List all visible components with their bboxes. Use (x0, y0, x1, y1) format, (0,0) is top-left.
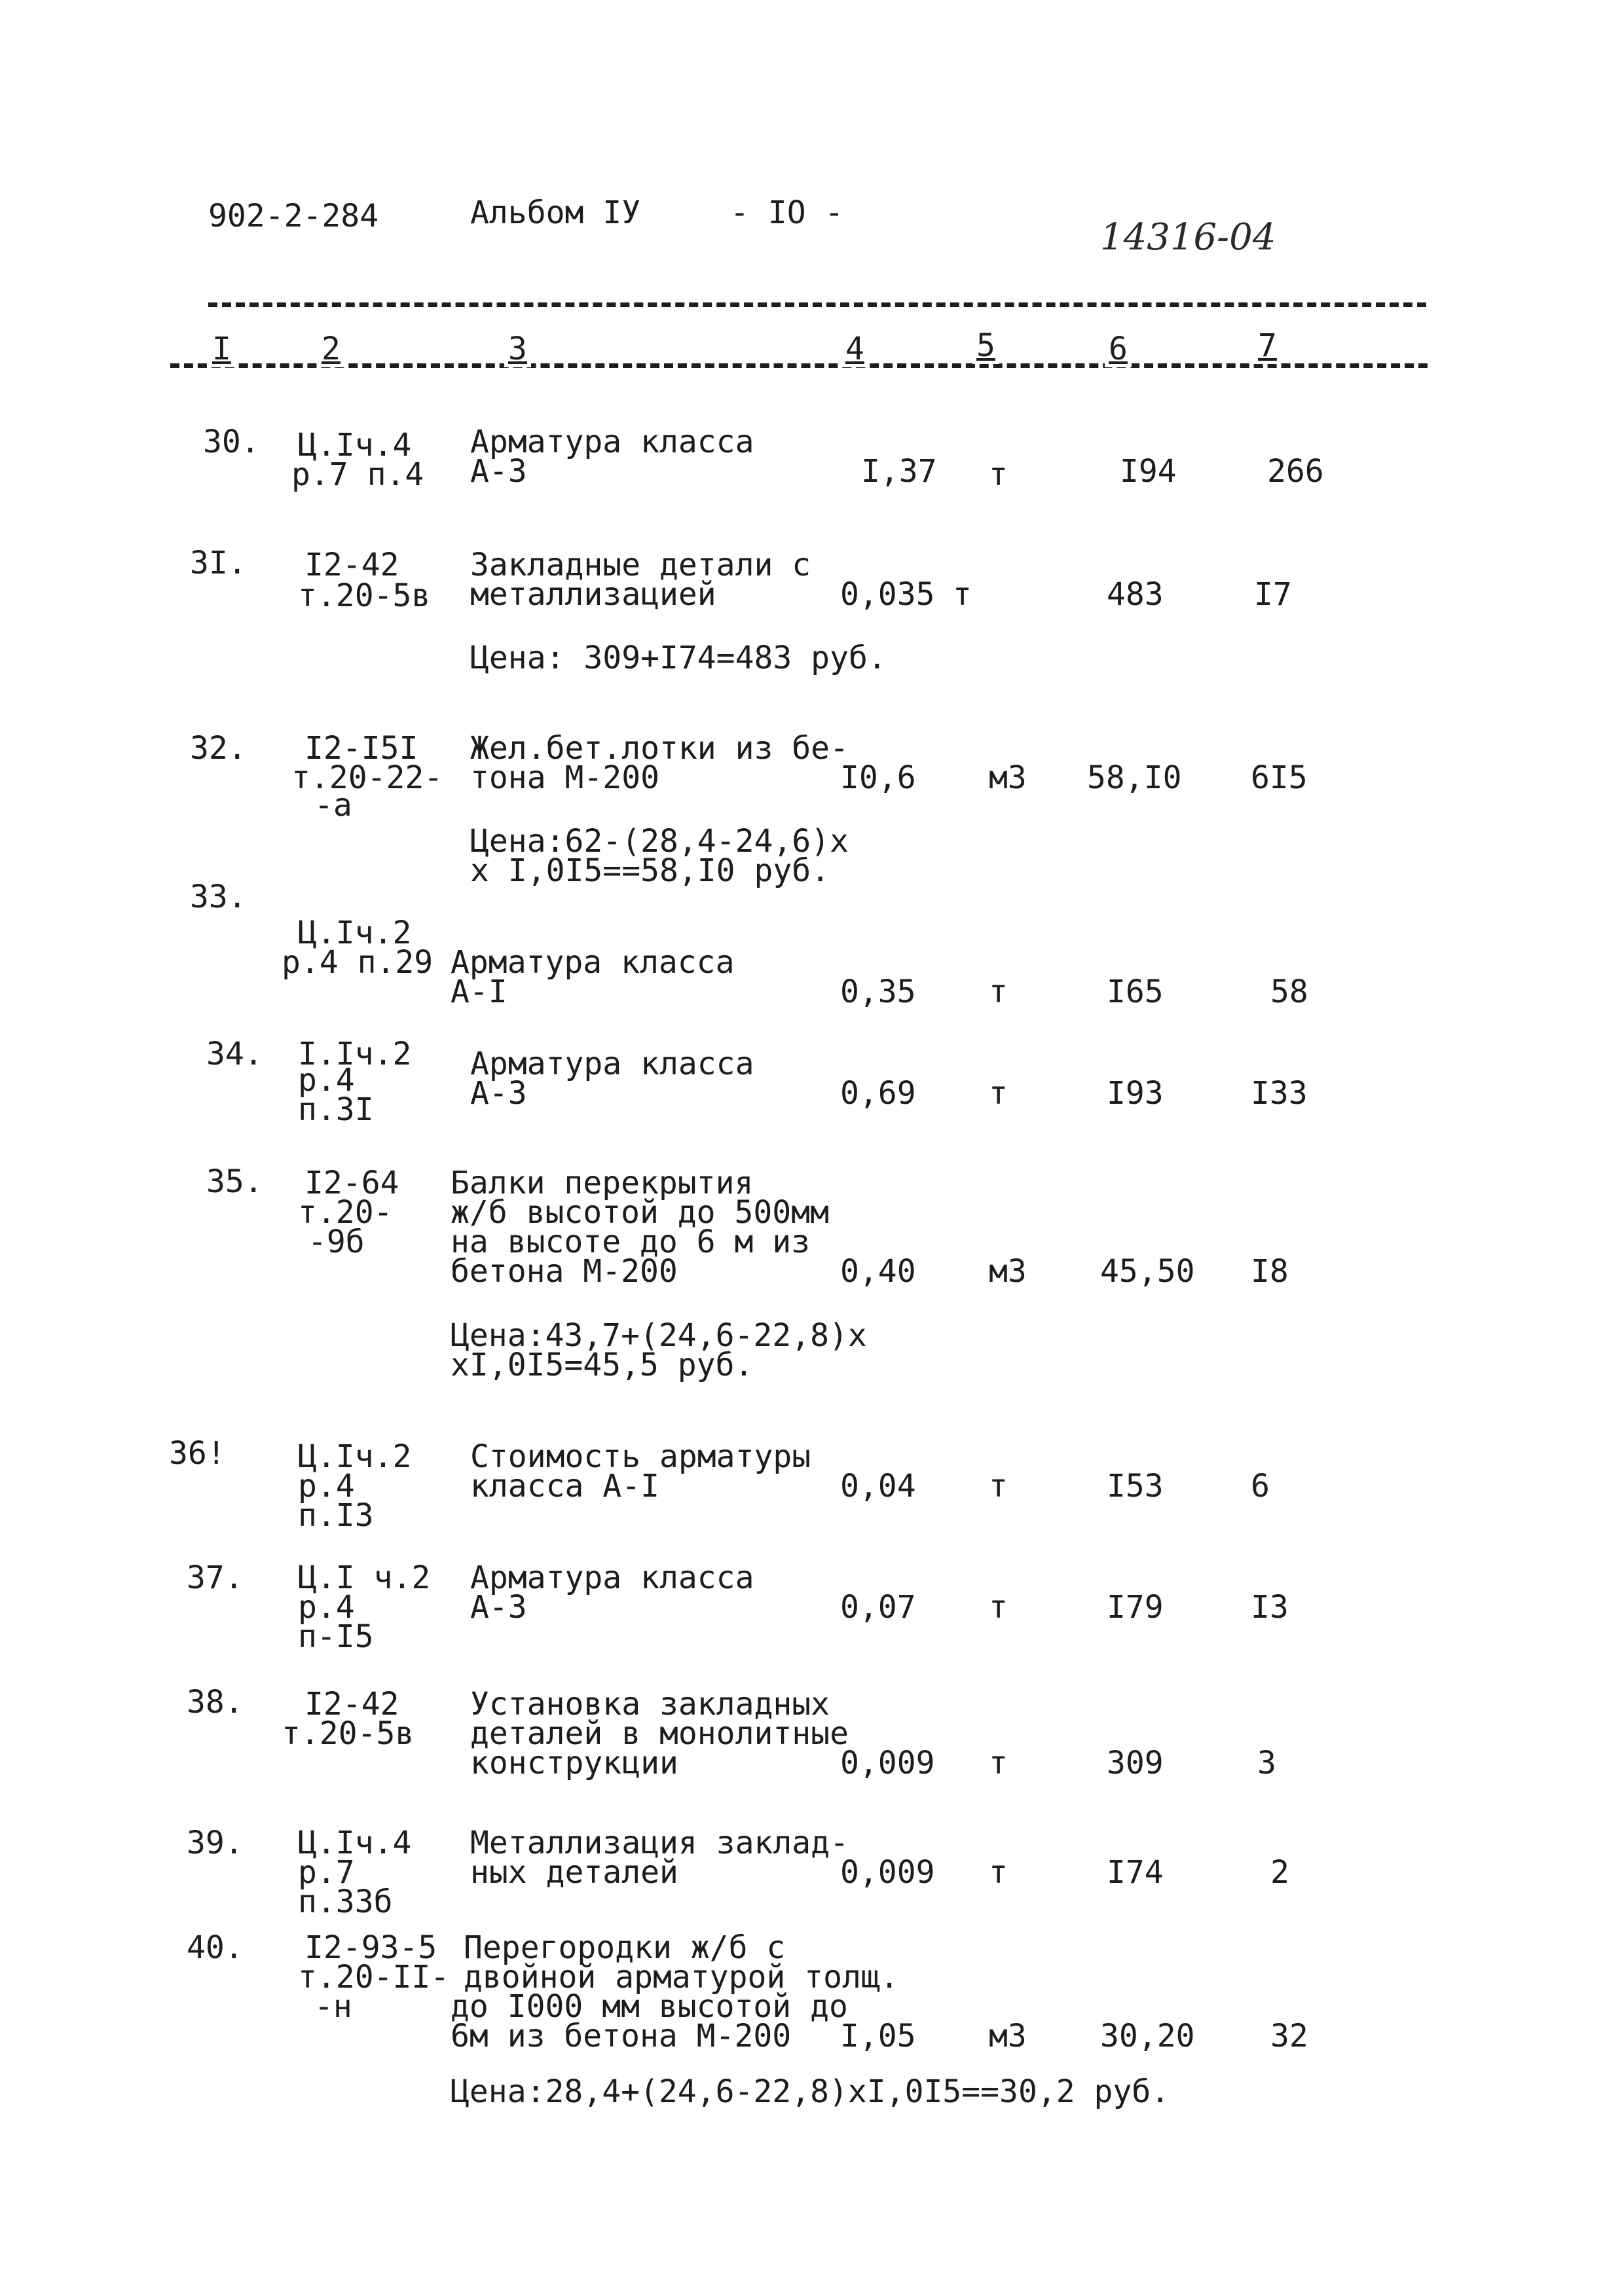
row-name-line: А-3 (470, 453, 527, 490)
row-code-line: т.20-22- (291, 759, 443, 796)
column-number-4: 4 (841, 331, 868, 367)
document-code: 902-2-284 (208, 198, 379, 234)
row-name-line: двойной арматурой толщ. (464, 1959, 899, 1995)
row-quantity: 0,04 (840, 1468, 916, 1504)
row-code-line: Ц.Iч.2 (298, 915, 412, 951)
row-name-line: Стоимость арматуры (470, 1438, 811, 1475)
row-name-line: 6м из бетона М-200 (451, 2018, 792, 2054)
column-numbers-rule (170, 363, 1428, 368)
row-name-line: А-3 (470, 1075, 527, 1112)
row-unit: т (989, 1854, 1008, 1891)
row-number: 3I. (190, 545, 247, 581)
row-name-line: Арматура класса (451, 944, 735, 981)
row-code-line: -н (314, 1988, 352, 2025)
row-code-line: I2-42 (304, 1686, 399, 1722)
row-unit: т (989, 1075, 1008, 1112)
row-code-line: т.20- (298, 1194, 393, 1231)
row-price: I53 (1107, 1468, 1164, 1504)
row-number: 32. (190, 730, 247, 767)
row-quantity: I0,6 (840, 759, 916, 796)
row-name-line: Закладные детали с (470, 547, 811, 583)
row-unit: т (989, 456, 1008, 493)
row-code-line: Ц.Iч.4 (298, 1825, 412, 1861)
row-quantity: 0,009 (840, 1745, 935, 1781)
row-price: I74 (1107, 1854, 1164, 1891)
column-number-3: 3 (504, 331, 531, 367)
row-quantity: 0,35 (840, 974, 916, 1010)
row-price: I93 (1107, 1075, 1164, 1112)
row-number: 36! (169, 1435, 226, 1472)
row-name-line: ж/б высотой до 500мм (451, 1194, 829, 1231)
row-number: 40. (187, 1929, 244, 1966)
row-code-line: I2-93-5 (304, 1929, 437, 1966)
row-name-line: Перегородки ж/б с (464, 1929, 786, 1966)
row-total: 32 (1270, 2018, 1308, 2054)
handwritten-sheet-number: 14316-04 (1100, 216, 1276, 259)
row-price: 58,I0 (1087, 759, 1182, 796)
row-code-line: п.33б (298, 1884, 393, 1920)
row-name-line: Металлизация заклад- (470, 1825, 849, 1861)
row-unit: м3 (989, 2018, 1027, 2054)
row-code-line: р.4 (298, 1062, 355, 1099)
row-code-line: Ц.Iч.4 (298, 427, 412, 464)
column-number-7: 7 (1254, 327, 1281, 364)
row-name-line: металлизацией (470, 576, 716, 613)
row-code-line: I2-64 (304, 1165, 399, 1201)
column-number-5: 5 (972, 327, 999, 364)
row-unit: т (989, 1468, 1008, 1504)
row-price-note: х I,0I5==58,I0 руб. (470, 852, 830, 889)
row-quantity: 0,035 (840, 576, 935, 613)
row-total: 266 (1267, 453, 1324, 490)
row-code-line: р.4 п.29 (282, 944, 434, 981)
row-number: 30. (203, 424, 260, 460)
row-name-line: ных деталей (470, 1854, 678, 1891)
row-code-line: т.20-5в (282, 1715, 415, 1752)
row-code-line: -а (314, 787, 352, 824)
row-price: I94 (1120, 453, 1177, 490)
row-price: 483 (1107, 576, 1164, 613)
row-total: I8 (1251, 1253, 1289, 1290)
row-price-note: Цена:62-(28,4-24,6)х (470, 823, 849, 860)
row-total: I7 (1254, 576, 1292, 613)
row-total: I33 (1251, 1075, 1308, 1112)
row-price-note: Цена: 309+I74=483 руб. (470, 640, 887, 676)
row-unit: т (989, 1589, 1008, 1626)
row-price-note: хI,0I5=45,5 руб. (451, 1347, 754, 1383)
row-code-line: р.4 (298, 1468, 355, 1504)
column-number-6: 6 (1105, 331, 1132, 367)
row-code-line: р.7 (298, 1854, 355, 1891)
row-name-line: деталей в монолитные (470, 1715, 849, 1752)
row-unit: т (989, 974, 1008, 1010)
row-code-line: Ц.Iч.2 (298, 1438, 412, 1475)
row-name-line: до I000 мм высотой до (451, 1988, 848, 2025)
row-name-line: конструкции (470, 1745, 678, 1781)
row-name-line: Арматура класса (470, 1559, 754, 1596)
row-number: 37. (187, 1559, 244, 1596)
row-total: I3 (1251, 1589, 1289, 1626)
column-number-1: I (208, 331, 235, 367)
row-name-line: Балки перекрытия (451, 1165, 754, 1201)
row-name-line: Установка закладных (470, 1686, 830, 1722)
row-price: 309 (1107, 1745, 1164, 1781)
row-quantity: 0,009 (840, 1854, 935, 1891)
row-code-line: п.I3 (298, 1497, 374, 1534)
row-code-line: I.Iч.2 (298, 1036, 412, 1072)
row-price: 30,20 (1100, 2018, 1195, 2054)
page-number: - IO - (730, 194, 844, 231)
row-quantity: 0,07 (840, 1589, 916, 1626)
row-name-line: Жел.бет.лотки из бе- (470, 730, 849, 767)
row-unit: м3 (989, 1253, 1027, 1290)
row-code-line: I2-42 (304, 547, 399, 583)
row-quantity: I,37 (861, 453, 937, 490)
row-number: 38. (187, 1684, 244, 1721)
row-name-line: Арматура класса (470, 1046, 754, 1082)
row-code-line: Ц.I ч.2 (298, 1559, 431, 1596)
row-quantity: 0,69 (840, 1075, 916, 1112)
row-total: 3 (1257, 1745, 1276, 1781)
row-number: 34. (206, 1036, 263, 1072)
row-name-line: А-I (451, 974, 507, 1010)
row-number: 33. (190, 879, 247, 915)
row-price-note: Цена:28,4+(24,6-22,8)хI,0I5==30,2 руб. (451, 2073, 1170, 2110)
row-number: 39. (187, 1825, 244, 1861)
column-number-2: 2 (318, 331, 344, 367)
row-quantity: 0,40 (840, 1253, 916, 1290)
row-total: 58 (1270, 974, 1308, 1010)
row-code-line: р.4 (298, 1589, 355, 1626)
row-code-line: I2-I5I (304, 730, 418, 767)
row-code-line: т.20-II- (298, 1959, 450, 1995)
album-title: Альбом IУ (470, 194, 641, 231)
header-rule (208, 302, 1426, 307)
row-code-line: п.3I (298, 1091, 374, 1128)
row-unit: т (989, 1745, 1008, 1781)
row-total: 6I5 (1251, 759, 1308, 796)
row-name-line: А-3 (470, 1589, 527, 1626)
row-total: 2 (1270, 1854, 1289, 1891)
row-price: I65 (1107, 974, 1164, 1010)
row-name-line: Арматура класса (470, 424, 754, 460)
row-unit: т (953, 576, 972, 613)
row-code-line: п-I5 (298, 1618, 374, 1655)
row-code-line: т.20-5в (298, 577, 431, 614)
row-quantity: I,05 (840, 2018, 916, 2054)
row-price-note: Цена:43,7+(24,6-22,8)х (451, 1317, 867, 1354)
row-name-line: на высоте до 6 м из (451, 1224, 811, 1260)
row-number: 35. (206, 1163, 263, 1200)
row-code-line: -9б (308, 1224, 365, 1260)
row-name-line: класса А-I (470, 1468, 659, 1504)
row-price: 45,50 (1100, 1253, 1195, 1290)
row-name-line: тона М-200 (470, 759, 659, 796)
row-total: 6 (1251, 1468, 1270, 1504)
row-unit: м3 (989, 759, 1027, 796)
row-code-line: р.7 п.4 (291, 456, 424, 493)
row-price: I79 (1107, 1589, 1164, 1626)
row-name-line: бетона М-200 (451, 1253, 678, 1290)
